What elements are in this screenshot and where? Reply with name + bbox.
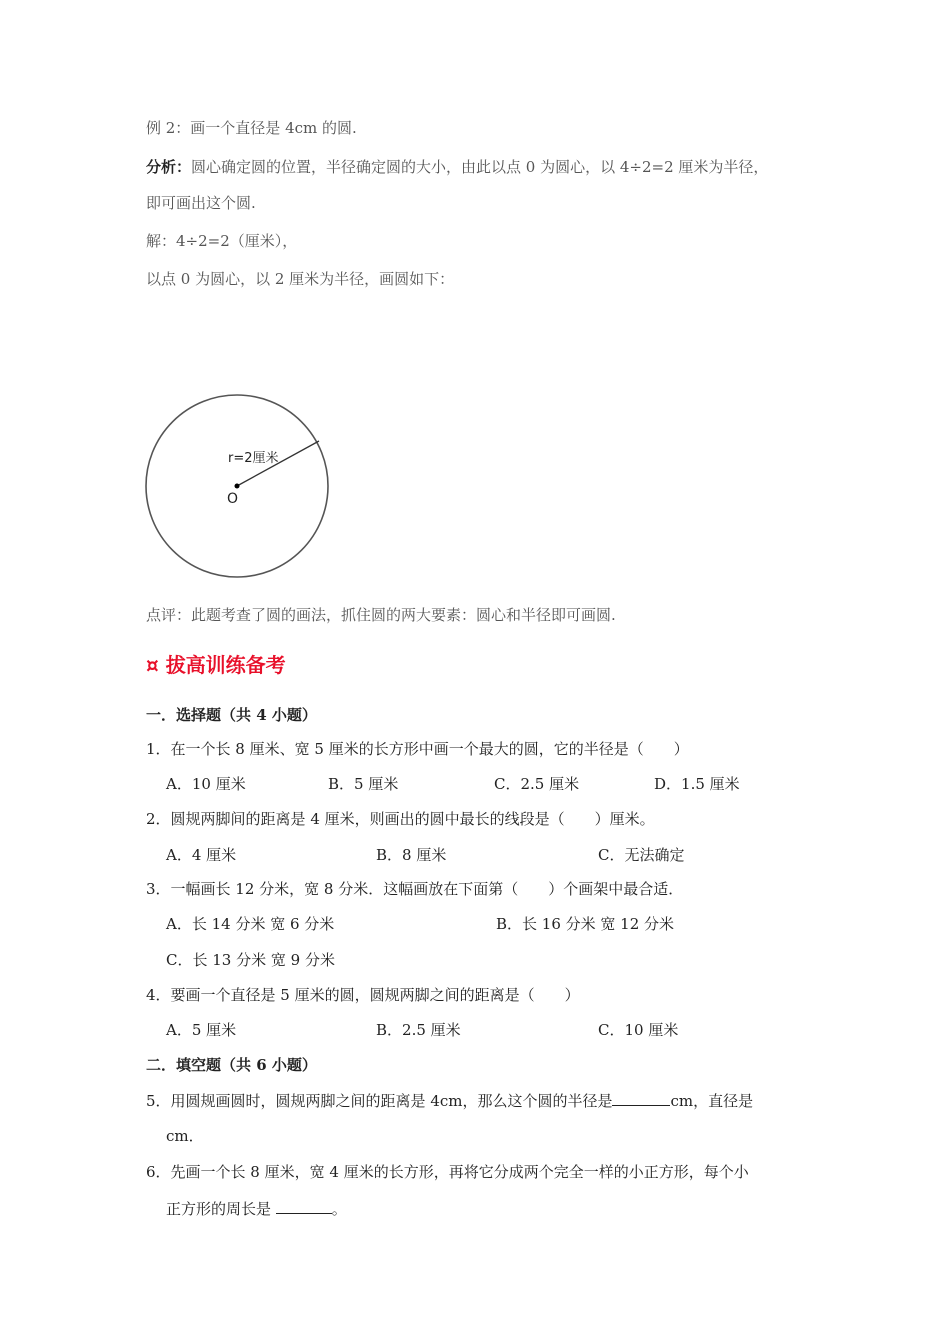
solution-line-1: 解：4÷2=2（厘米）， [146, 232, 298, 250]
q2-option-c: C．无法确定 [598, 846, 685, 864]
q1-option-a: A．10 厘米 [166, 775, 246, 793]
q6-line-1: 6．先画一个长 8 厘米，宽 4 厘米的长方形，再将它分成两个完全一样的小正方形，每个小 [146, 1163, 749, 1181]
radius-label: r=2厘米 [228, 451, 279, 466]
q4-option-b: B．2.5 厘米 [376, 1021, 461, 1039]
q5-text-mid: cm，直径是 [670, 1092, 754, 1110]
q1-option-b: B．5 厘米 [328, 775, 399, 793]
circle-figure [140, 390, 340, 580]
q4-option-a: A．5 厘米 [166, 1021, 237, 1039]
q2-option-b: B．8 厘米 [376, 846, 447, 864]
part1-heading: 一．选择题（共 4 小题） [146, 706, 317, 724]
analysis-line-1 [146, 157, 768, 177]
analysis-label: 分析： [146, 158, 192, 176]
q3-option-b: B．长 16 分米 宽 12 分米 [496, 915, 675, 933]
q1-option-d: D．1.5 厘米 [654, 775, 740, 793]
q2-stem: 2．圆规两脚间的距离是 4 厘米，则画出的圆中最长的线段是（ ）厘米。 [146, 810, 655, 828]
analysis-text: 圆心确定圆的位置，半径确定圆的大小，由此以点 0 为圆心，以 4÷2=2 厘米为半径， [191, 158, 769, 176]
q5-line-1 [146, 1090, 753, 1111]
q6-text-line2: 正方形的周长是 [166, 1200, 276, 1218]
q5-line-2 [166, 1126, 204, 1146]
q5-text-line2: cm． [166, 1127, 204, 1145]
solution-line-2: 以点 0 为圆心，以 2 厘米为半径，画圆如下： [146, 270, 455, 288]
center-label: O [227, 491, 239, 507]
example-title: 例 2：画一个直径是 4cm 的圆. [146, 119, 357, 137]
q4-stem: 4．要画一个直径是 5 厘米的圆，圆规两脚之间的距离是（ ） [146, 986, 580, 1004]
comment: 点评：此题考查了圆的画法，抓住圆的两大要素：圆心和半径即可画圆. [146, 606, 616, 624]
center-point [235, 484, 240, 489]
q1-stem: 1．在一个长 8 厘米、宽 5 厘米的长方形中画一个最大的圆，它的半径是（ ） [146, 740, 689, 758]
q3-stem: 3．一幅画长 12 分米，宽 8 分米．这幅画放在下面第（ ）个画架中最合适． [146, 880, 684, 898]
q2-option-a: A．4 厘米 [166, 846, 237, 864]
part2-heading: 二．填空题（共 6 小题） [146, 1056, 317, 1074]
q6-line-2 [166, 1198, 347, 1219]
section-title: ¤ 拔高训练备考 [146, 653, 286, 677]
q6-text-end: 。 [331, 1200, 347, 1218]
q3-option-c: C．长 13 分米 宽 9 分米 [166, 951, 335, 969]
q4-option-c: C．10 厘米 [598, 1021, 679, 1039]
analysis-line-2: 即可画出这个圆. [146, 194, 256, 212]
q6-blank-perimeter[interactable] [276, 1198, 332, 1214]
q5-blank-radius[interactable] [612, 1090, 670, 1106]
q1-option-c: C．2.5 厘米 [494, 775, 580, 793]
q3-option-a: A．长 14 分米 宽 6 分米 [166, 915, 335, 933]
q5-text-pre: 5．用圆规画圆时，圆规两脚之间的距离是 4cm，那么这个圆的半径是 [146, 1092, 613, 1110]
